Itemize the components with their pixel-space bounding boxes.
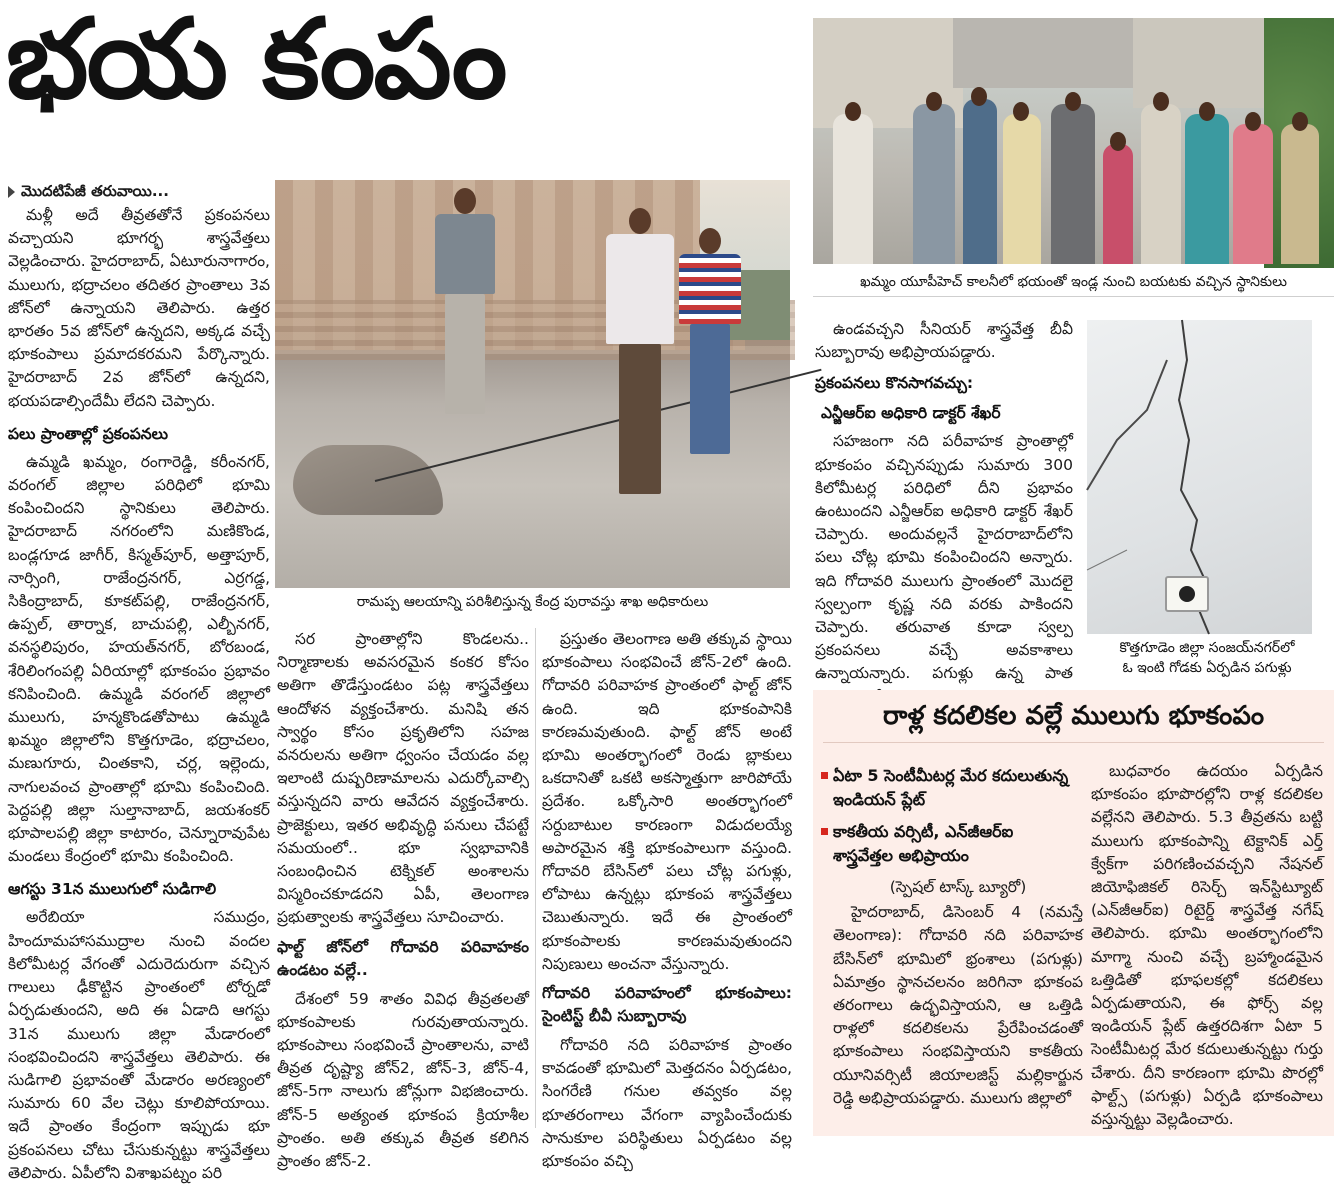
article-paragraph: ప్రస్తుతం తెలంగాణ అతి తక్కువ స్థాయి భూకంపాలు సంభవించే జోన్-2లో ఉంది. గోదావరి పరివాహక ప్రాంతంలో ఫాల్ట్ జోన్ ఉంది. ఇది భూకంపానికి కారణమవుతుంది. ఫాల్ట్ జోన్ అంటే భూమి అంతర్భాగంలో రెండు బ్లాకులు ఒకదానితో ఒకటి అకస్మాత్తుగా జారిపోయే ప్రదేశం. ఒక్కోసారి అంతర్భాగంలో సర్దుబాటుల కారణంగా విడుదలయ్యే అపారమైన శక్తి భూకంపాలుగా వస్తుంది. గోదావరి బేసిన్‌లో పలు చోట్ల పగుళ్లు, లోపాటు ఉన్నట్లు భూకంప శాస్త్రవేత్తలు చెబుతున్నారు. ఇదే ఈ ప్రాంతంలో భూకంపాలకు కారణమవుతుందని నిపుణులు అంచనా వేస్తున్నారు. xyxy=(542,630,792,973)
article-paragraph: హైదరాబాద్, డిసెంబర్ 4 (నమస్తే తెలంగాణ): గోదావరి నది పరివాహక బేసిన్‌లో భూమిలో భ్రంశాలు (పగుళ్లు) ఏమాత్రం స్థానచలనం జరిగినా భూకంప తరంగాలు ఉద్భవిస్తాయని, ఆ ఒత్తిడి రాళ్లలో కదలికలను ప్రేరేపించడంతో భూకంపాలు సంభవిస్తాయని కాకతీయ యూనివర్సిటీ జియాలజిస్ట్ మల్లికార్జున రెడ్డి అభిప్రాయపడ్డారు. ములుగు జిల్లాలో xyxy=(833,903,1083,1107)
subheading: ఆగస్టు 31న ములుగులో సుడిగాలి xyxy=(8,880,217,899)
photo-caption: కొత్తగూడెం జిల్లా సంజయ్‌నగర్‌లో ఓ ఇంటి గోడకు ఏర్పడిన పగుళ్లు xyxy=(1119,640,1295,676)
column-3 xyxy=(542,628,792,1171)
headline: భయ కంపం xyxy=(6,0,506,123)
column-4 xyxy=(815,318,1073,683)
photo-caption: రామప్ప ఆలయాన్ని పరిశీలిస్తున్న కేంద్ర పురావస్తు శాఖ అధికారులు xyxy=(356,594,709,610)
residents-photo xyxy=(813,18,1334,264)
person-figure xyxy=(430,188,500,414)
article-paragraph: దేశంలో 59 శాతం వివిధ తీవ్రతలతో భూకంపాలకు గురవుతాయన్నారు. భూకంపాలు సంభవించే ప్రాంతాలను, వాటి తీవ్రత దృష్ట్యా జోన్2, జోన్-3, జోన్-4, జోన్-5గా నాలుగు జోన్లుగా విభజించారు. జోన్-5 అత్యంత భూకంప క్రియాశీల ప్రాంతం. అతి తక్కువ తీవ్రత కలిగిన ప్రాంతం జోన్-2. xyxy=(277,989,529,1171)
article-paragraph: అరేబియా సముద్రం, హిందూమహాసముద్రాల నుంచి వందల కిలోమీటర్ల వేగంతో ఎదురెదురుగా వచ్చిన గాలులు ఢీకొట్టిన ప్రాంతంలో టోర్నడో ఏర్పడుతుందని, అది ఈ ఏడాది ఆగస్టు 31న ములుగు జిల్లా మేడారంలో సంభవించిందని శాస్త్రవేత్తలు తెలిపారు. ఈ సుడిగాలి ప్రభావంతో మేడారం అరణ్యంలో సుమారు 60 వేల చెట్లు కూలిపోయాయి. ఇదే ప్రాంతం కేంద్రంగా ఇప్పుడు భూ ప్రకంపనలు చోటు చేసుకున్నట్టు శాస్త్రవేత్తలు తెలిపారు. ఏపీలోని విశాఖపట్నం పరి xyxy=(8,908,270,1182)
column-rule xyxy=(535,628,536,1128)
bullet-point: ఏటా 5 సెంటీమీటర్ల మేర కదులుతున్న ఇండియన్ ప్లేట్ xyxy=(833,764,1073,812)
article-paragraph: మళ్లీ అదే తీవ్రతతోనే ప్రకంపనలు వచ్చాయని భూగర్భ శాస్త్రవేత్తలు వెల్లడించారు. హైదరాబాద్, ఏటూరునాగారం, ములుగు, భద్రాచలం తదితర ప్రాంతాలు 3వ జోన్‌లో ఉన్నాయని తెలిపారు. ఉత్తర భారతం 5వ జోన్‌లో ఉన్నదని, అక్కడ వచ్చే భూకంపాలు ప్రమాదకరమని పేర్కొన్నారు. హైదరాబాద్ 2వ జోన్‌లో ఉన్నదని, భయపడాల్సిందేమీ లేదని చెప్పారు. xyxy=(8,206,270,410)
boxed-story xyxy=(813,690,1334,1136)
column-2 xyxy=(277,628,529,1171)
box-column-right xyxy=(1091,760,1323,1132)
column-1 xyxy=(8,180,270,1182)
article-paragraph: బుధవారం ఉదయం ఏర్పడిన భూకంపం భూపొరల్లోని రాళ్ల కదలికల వల్లేనని తెలిపారు. 5.3 తీవ్రతను బట్టి ములుగు భూకంపాన్ని టెక్టానిక్ ఎర్త్ క్వేక్‌గా పరిగణించవచ్చని నేషనల్ జియోఫిజికల్ రిసెర్చ్ ఇన్‌స్టిట్యూట్ (ఎన్‌జీఆర్‌ఐ) రిటైర్డ్ శాస్త్రవేత్త నగేష్ తెలిపారు. భూమి అంతర్భాగంలోని మాగ్మా నుంచి వచ్చే బ్రహ్మాండమైన ఒత్తిడితో భూఫలకల్లో కదలికలు ఏర్పడుతాయని, ఈ ఫోర్స్ వల్ల ఇండియన్ ప్లేట్ ఉత్తరదిశగా ఏటా 5 సెంటీమీటర్ల మేర కదులుతున్నట్టు గుర్తు చేశారు. దీని కారణంగా భూమి పొరల్లో ఫాల్ట్స్ (పగుళ్లు) ఏర్పడి భూకంపాలు వస్తున్నట్టు వెల్లడించారు. xyxy=(1091,762,1323,1129)
subheading: ఫాల్ట్ జోన్‌లో గోదావరి పరివాహకం ఉండటం వల్లే.. xyxy=(277,937,529,979)
article-paragraph: గోదావరి నది పరివాహక ప్రాంతం కావడంతో భూమిలో మెత్తదనం ఏర్పడటం, సింగరేణి గనుల తవ్వకం వల్ల భూతరంగాలు వేగంగా వ్యాపించేందుకు సానుకూల పరిస్థితులు ఏర్పడటం వల్ల భూకంపం వచ్చి xyxy=(542,1036,792,1171)
subheading: గోదావరి పరివాహంలో భూకంపాలు: సైంటిస్ట్ బీవీ సుబ్బారావు xyxy=(542,984,792,1026)
box-headline: రాళ్ల కదలికల వల్లే ములుగు భూకంపం xyxy=(882,701,1265,731)
continued-label: మొదటిపేజీ తరువాయి... xyxy=(8,180,270,202)
subheading: ఎన్జీఆర్‌ఐ అధికారి డాక్టర్ శేఖర్ xyxy=(821,404,1001,423)
arrow-icon xyxy=(8,186,15,198)
article-paragraph: ఉండవచ్చని సీనియర్ శాస్త్రవేత్త బీవీ సుబ్బారావు అభిప్రాయపడ్డారు. xyxy=(815,320,1073,362)
subheading: ప్రకంపనలు కొనసాగవచ్చు: xyxy=(815,374,974,393)
article-paragraph: సహజంగా నది పరీవాహక ప్రాంతాల్లో భూకంపం వచ్చినప్పుడు సుమారు 300 కిలోమీటర్ల పరిధిలో దీని ప్రభావం ఉంటుందని ఎన్జీఆర్‌ఐ అధికారి డాక్టర్ శేఖర్ చెప్పారు. అందువల్లనే హైదరాబాద్‌లోని పలు చోట్ల భూమి కంపించిందని అన్నారు. ఇది గోదావరి ములుగు ప్రాంతంలో మొదలై స్వల్పంగా కృష్ణ నది వరకు పాకిందని చెప్పారు. తరువాత కూడా స్వల్ప ప్రకంపనలు వచ్చే అవకాశాలు ఉన్నాయన్నారు. పగుళ్లు ఉన్న పాత xyxy=(815,432,1073,683)
article-paragraph: సర ప్రాంతాల్లోని కొండలను.. నిర్మాణాలకు అవసరమైన కంకర కోసం అతిగా తొడేస్తుండటం పట్ల శాస్త్రవేత్తలు ఆందోళన వ్యక్తంచేశారు. మనిషి తన స్వార్థం కోసం ప్రకృతిలోని సహజ వనరులను అతిగా ధ్వంసం చేయడం వల్ల ఇలాంటి దుష్పరిణామాలను ఎదుర్కోవాల్సి వస్తున్నదని వారు ఆవేదన వ్యక్తంచేశారు. ప్రాజెక్టులు, ఇతర అభివృద్ధి పనులు చేపట్టే సమయంలో.. భూ స్వభావానికి సంబంధించిన టెక్నికల్ అంశాలను విస్మరించకూడదని ఏపీ, తెలంగాణ ప్రభుత్వాలకు శాస్త్రవేత్తలు సూచించారు. xyxy=(277,630,529,927)
person-figure xyxy=(600,208,680,494)
box-column-left xyxy=(833,876,1083,1132)
subheading: పలు ప్రాంతాల్లో ప్రకంపనలు xyxy=(8,424,168,443)
photo-caption: ఖమ్మం యూపీహెచ్ కాలనీలో భయంతో ఇండ్ల నుంచి బయటకు వచ్చిన స్థానికులు xyxy=(860,274,1287,290)
person-figure xyxy=(675,228,745,454)
temple-photo xyxy=(275,180,790,588)
article-paragraph: ఉమ్మడి ఖమ్మం, రంగారెడ్డి, కరీంనగర్, వరంగల్ జిల్లాల పరిధిలో భూమి కంపించిందని స్థానికులు తెలిపారు. హైదరాబాద్ నగరంలోని మణికొండ, బండ్లగూడ జాగీర్, కిస్మత్‌పూర్, అత్తాపూర్, నార్సింగి, రాజేంద్రనగర్, ఎర్రగడ్డ, సికింద్రాబాద్, కూకట్‌పల్లి, రాజేంద్రనగర్, ఉప్పల్, తార్నాక, బాచుపల్లి, ఎల్బీనగర్, వనస్థలిపురం, హయత్‌నగర్, బోరబండ, శేరిలింగంపల్లి ఏరియాల్లో భూకంపం ప్రభావం కనిపించింది. ఉమ్మడి వరంగల్ జిల్లాలో ములుగు, హన్మకొండతోపాటు ఉమ్మడి ఖమ్మం జిల్లాలోని కొత్తగూడెం, భద్రాచలం, మణుగూరు, చింతకాని, చర్ల, ఇల్లెందు, నాగులవంచ ప్రాంతాల్లో భూమి కంపించింది. పెద్దపల్లి జిల్లా సుల్తానాబాద్, జయశంకర్ భూపాలపల్లి జిల్లా కాటారం, చెన్నూరావుపేట మండలు కేంద్రంలో భూమి కంపించింది. xyxy=(8,452,270,866)
wall-crack-photo xyxy=(1087,320,1312,634)
power-socket xyxy=(1165,576,1209,612)
byline: (స్పెషల్ టాస్క్ బ్యూరో) xyxy=(889,878,1027,896)
bullet-point: కాకతీయ వర్సిటీ, ఎన్‌జీఆర్‌ఐ శాస్త్రవేత్తల అభిప్రాయం xyxy=(833,820,1073,868)
caption-rule xyxy=(813,296,1334,297)
